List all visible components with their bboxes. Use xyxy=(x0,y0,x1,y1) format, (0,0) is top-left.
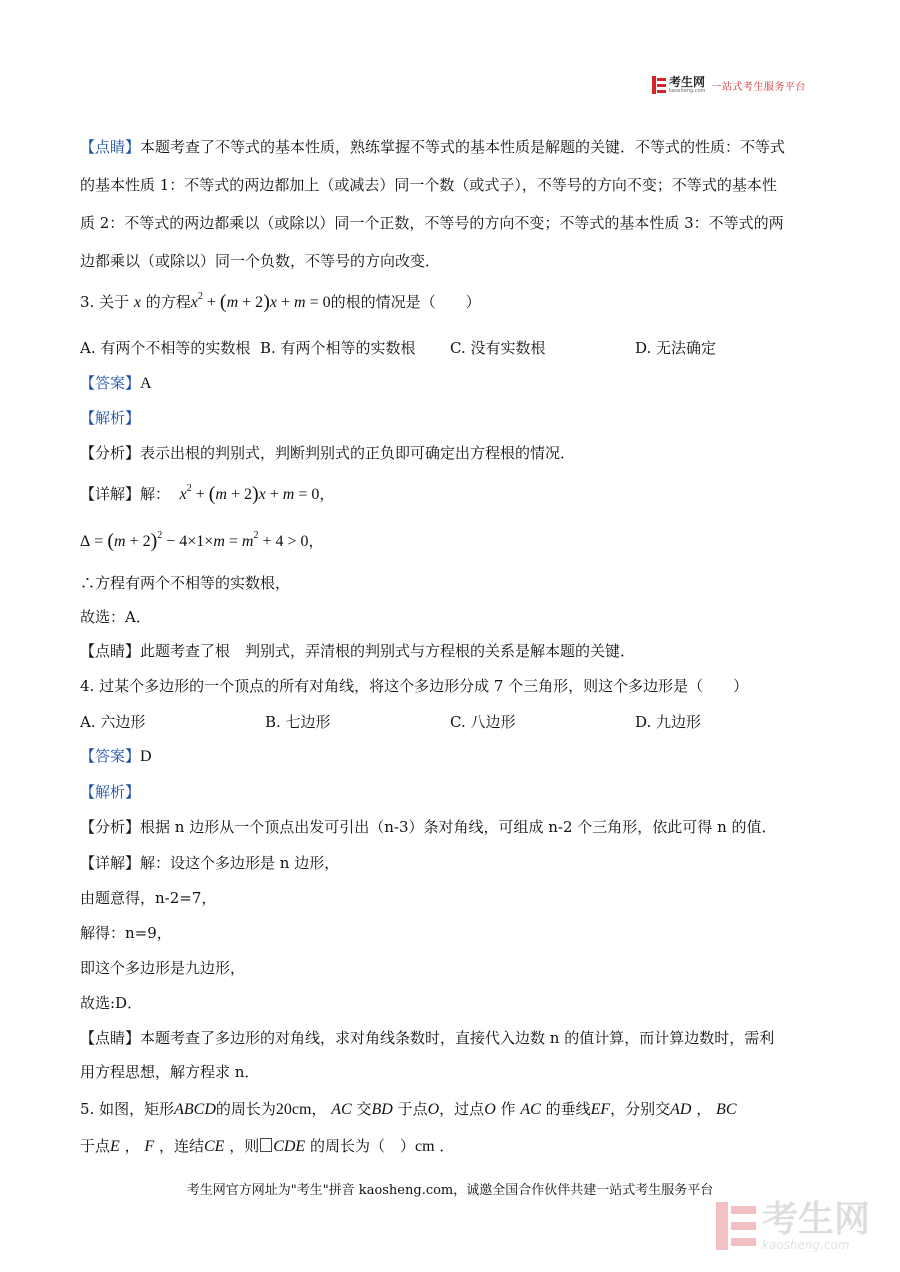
question-5-line-1 xyxy=(80,1099,737,1120)
math-var: BC xyxy=(716,1101,737,1118)
watermark xyxy=(716,1196,870,1256)
xiangjie-tag: 【详解】 xyxy=(80,485,141,503)
fenxi-text: 表示出根的判别式，判断判别式的正负即可确定出方程根的情况． xyxy=(140,444,576,462)
missing-glyph-box xyxy=(260,1138,272,1152)
question-text: ，分别交 xyxy=(610,1100,671,1118)
question-text: 交 xyxy=(356,1100,372,1118)
text-line: 由题意得，n-2=7， xyxy=(80,889,217,907)
fenxi-line xyxy=(80,443,575,463)
xiangjie-line xyxy=(80,853,339,873)
question-text: ， xyxy=(311,1100,327,1118)
xiangjie-line: 【详解】解： $x^2 + (m + 2)x + m = 0$， xyxy=(80,483,335,505)
question-text: 的垂线 xyxy=(545,1100,591,1118)
option-c: C. 没有实数根 xyxy=(450,339,546,357)
equation: $x^2 + (m + 2)x + m = 0$ xyxy=(190,291,331,313)
kaosheng-logo-icon xyxy=(652,76,666,94)
text-line: ∴方程有两个不相等的实数根， xyxy=(80,574,291,592)
text-line: 质 2：不等式的两边都乘以（或除以）同一个正数，不等号的方向不变；不等式的基本性质 3：不等式的两 xyxy=(80,214,784,232)
question-text: ，过点 xyxy=(439,1100,485,1118)
dianjing-line xyxy=(80,641,635,661)
question-text: ， xyxy=(124,1137,140,1155)
options-row xyxy=(80,712,820,732)
text-line: 的基本性质 1：不等式的两边都加上（或减去）同一个数（或式子），不等号的方向不变；不等式的基本性 xyxy=(80,176,777,194)
answer-value: D xyxy=(140,748,152,765)
logo-url: kaosheng.com xyxy=(669,88,706,94)
question-text: ，则 xyxy=(229,1137,260,1155)
fenxi-text: 根据 n 边形从一个顶点出发可引出（n-3）条对角线，可组成 n-2 个三角形，依此可得 n 的值． xyxy=(140,818,777,836)
question-text: 3. 关于 xyxy=(80,293,130,311)
dianjing-tag: 【点睛】 xyxy=(80,138,141,156)
dianjing-tag: 【点睛】 xyxy=(80,642,141,660)
math-var: E xyxy=(110,1138,120,1155)
kaosheng-watermark-icon xyxy=(716,1202,756,1250)
option-d: D. 无法确定 xyxy=(635,339,717,357)
text-line: 边都乘以（或除以）同一个负数，不等号的方向改变． xyxy=(80,252,441,270)
text-line: 故选：A． xyxy=(80,608,151,626)
text-line: 故选:D． xyxy=(80,994,143,1012)
options-row xyxy=(80,338,820,358)
dianjing-tag: 【点睛】 xyxy=(80,1029,141,1047)
logo-slogan: 一站式考生服务平台 xyxy=(711,81,806,93)
dianjing-line xyxy=(80,1028,774,1048)
math-var: BD xyxy=(371,1101,393,1118)
math-var: CE xyxy=(203,1138,225,1155)
option-a: A. 有两个不相等的实数根 xyxy=(80,339,251,357)
question-text: ． xyxy=(439,1137,455,1155)
question-text: 的周长为（ ） xyxy=(309,1137,415,1155)
question-text: 作 xyxy=(500,1100,516,1118)
question-5-line-2 xyxy=(80,1136,454,1157)
math-var: AC xyxy=(520,1101,541,1118)
dianjing-text: 此题考查了根 判别式，弄清根的判别式与方程根的关系是解本题的关键． xyxy=(140,642,636,660)
header-logo xyxy=(652,72,806,98)
answer-line xyxy=(80,746,152,767)
question-text: 的根的情况是（ ） xyxy=(330,293,481,311)
xiangjie-text: 解： xyxy=(140,485,171,503)
question-text: ， xyxy=(696,1100,712,1118)
equation: $\Delta = (m + 2)^2 - 4\times 1\times m = m^2 + 4 > 0$ xyxy=(80,530,309,552)
answer-value: A xyxy=(140,375,152,392)
footer-text: 考生网官方网址为"考生"拼音 kaosheng.com，诚邀全国合作伙伴共建一站式考生服务平台 xyxy=(186,1183,714,1198)
analysis-line xyxy=(80,782,140,802)
fenxi-tag: 【分析】 xyxy=(80,444,141,462)
question-4: 4. 过某个多边形的一个顶点的所有对角线，将这个多边形分成 7 个三角形，则这个多边形是（ ） xyxy=(80,677,749,695)
option-d: D. 九边形 xyxy=(635,713,702,731)
watermark-url: kaosheng.com xyxy=(762,1238,850,1252)
fenxi-line xyxy=(80,817,777,837)
fenxi-tag: 【分析】 xyxy=(80,818,141,836)
analysis-line xyxy=(80,408,140,428)
question-3 xyxy=(80,292,481,313)
option-b: B. 有两个相等的实数根 xyxy=(260,339,416,357)
question-text: 于点 xyxy=(80,1137,111,1155)
question-text: 5. 如图，矩形 xyxy=(80,1100,175,1118)
text-line: 即这个多边形是九边形， xyxy=(80,959,246,977)
math-var: O xyxy=(427,1101,440,1118)
math-var: EF xyxy=(590,1101,611,1118)
question-text: 的周长为 xyxy=(215,1100,276,1118)
dianjing-text: 本题考查了多边形的对角线，求对角线条数时，直接代入边数 n 的值计算，而计算边数时，需利 xyxy=(140,1029,775,1047)
paragraph-text: 本题考查了不等式的基本性质，熟练掌握不等式的基本性质是解题的关键．不等式的性质：不等式 xyxy=(140,138,786,156)
answer-line xyxy=(80,373,152,394)
math-value: 20cm xyxy=(275,1101,312,1118)
answer-tag: 【答案】 xyxy=(80,747,141,765)
answer-tag: 【答案】 xyxy=(80,374,141,392)
analysis-tag: 【解析】 xyxy=(80,783,141,801)
math-unit: cm xyxy=(415,1138,435,1155)
math-var: AC xyxy=(331,1101,352,1118)
text-line xyxy=(80,137,785,157)
equation: $x^2 + (m + 2)x + m = 0$ xyxy=(179,483,320,505)
option-c: C. 八边形 xyxy=(450,713,516,731)
analysis-tag: 【解析】 xyxy=(80,409,141,427)
question-text: ，连结 xyxy=(158,1137,204,1155)
question-text: 的方程 xyxy=(145,293,191,311)
math-var: ABCD xyxy=(174,1101,216,1118)
math-var: x xyxy=(133,294,141,311)
text-line: 解得：n=9， xyxy=(80,924,172,942)
logo-text xyxy=(669,76,705,94)
watermark-name: 考生网 xyxy=(762,1199,871,1240)
math-var: CDE xyxy=(273,1138,306,1155)
discriminant-line: $\Delta = (m + 2)^2 - 4\times 1\times m = m^2 + 4 > 0$， xyxy=(80,530,324,552)
math-var: O xyxy=(484,1101,496,1118)
text-line: 用方程思想，解方程求 n． xyxy=(80,1063,260,1081)
xiangjie-tag: 【详解】 xyxy=(80,854,141,872)
math-var: F xyxy=(144,1138,155,1155)
math-var: AD xyxy=(670,1101,692,1118)
option-a: A. 六边形 xyxy=(80,713,146,731)
logo-name: 考生网 xyxy=(669,75,706,89)
xiangjie-text: 解：设这个多边形是 n 边形， xyxy=(140,854,340,872)
option-b: B. 七边形 xyxy=(265,713,331,731)
question-text: 于点 xyxy=(397,1100,428,1118)
